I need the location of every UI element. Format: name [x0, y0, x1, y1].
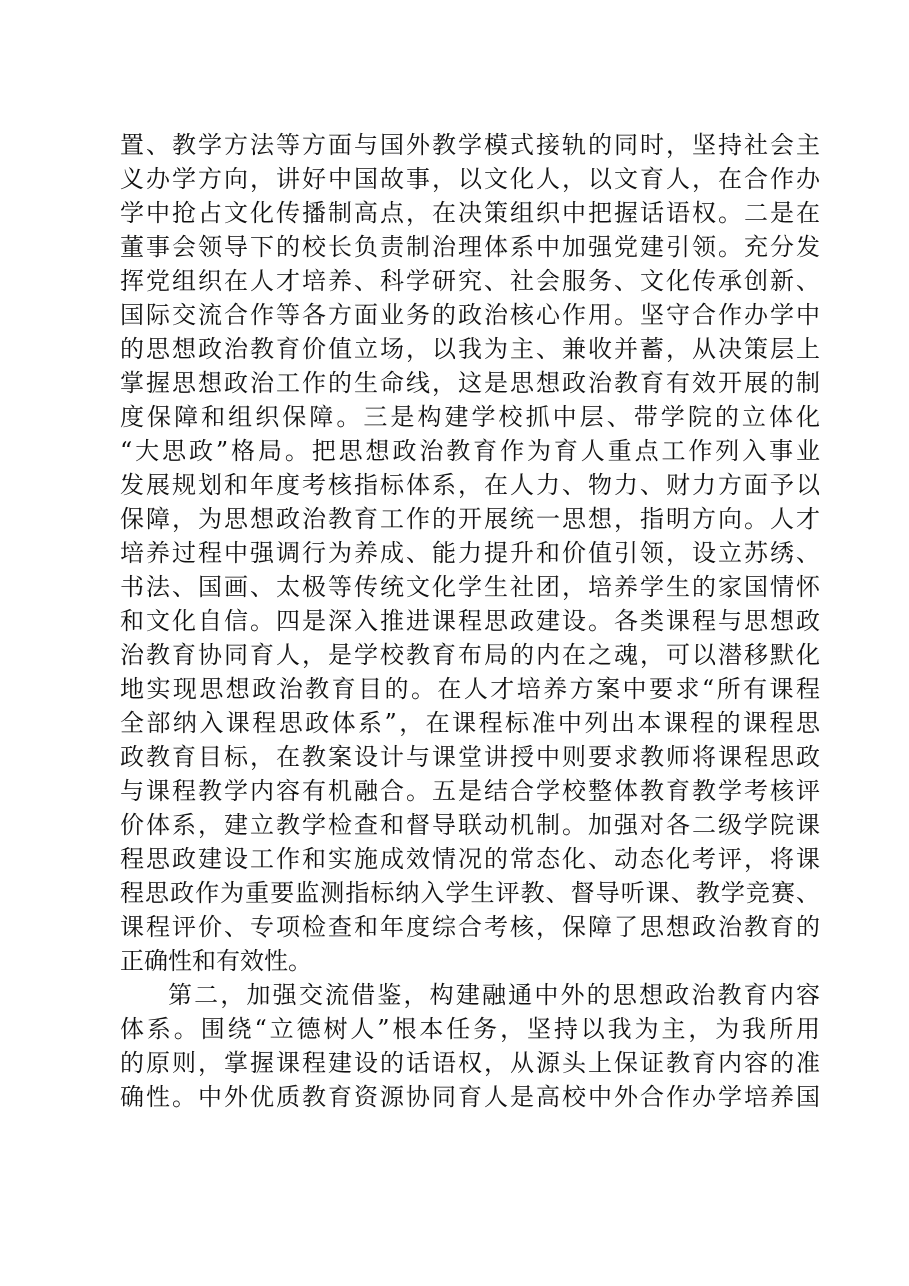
text-line: 与课程教学内容有机融合。五是结合学校整体教育教学考核评 — [120, 777, 820, 805]
text-line: 程思政建设工作和实施成效情况的常态化、动态化考评，将课 — [120, 845, 820, 873]
text-line: 课程评价、专项检查和年度综合考核，保障了思想政治教育的 — [120, 913, 820, 941]
text-line: 书法、国画、太极等传统文化学生社团，培养学生的家国情怀 — [120, 573, 820, 601]
text-line: 程思政作为重要监测指标纳入学生评教、督导听课、教学竞赛、 — [120, 879, 820, 907]
text-line: 发展规划和年度考核指标体系，在人力、物力、财力方面予以 — [120, 471, 820, 499]
text-line: 政教育目标，在教案设计与课堂讲授中则要求教师将课程思政 — [120, 743, 820, 771]
section-paragraph-start: 第二，加强交流借鉴，构建融通中外的思想政治教育内容 — [168, 981, 820, 1009]
text-line: 保障，为思想政治教育工作的开展统一思想，指明方向。人才 — [120, 505, 820, 533]
text-line: 的原则，掌握课程建设的话语权，从源头上保证教育内容的准 — [120, 1049, 820, 1077]
text-line: 挥党组织在人才培养、科学研究、社会服务、文化传承创新、 — [120, 267, 820, 295]
text-line: “大思政”格局。把思想政治教育作为育人重点工作列入事业 — [120, 437, 820, 465]
text-line: 和文化自信。四是深入推进课程思政建设。各类课程与思想政 — [120, 607, 820, 635]
text-line: 体系。围绕“立德树人”根本任务，坚持以我为主，为我所用 — [120, 1015, 820, 1043]
text-line: 价体系，建立教学检查和督导联动机制。加强对各二级学院课 — [120, 811, 820, 839]
text-line: 国际交流合作等各方面业务的政治核心作用。坚守合作办学中 — [120, 301, 820, 329]
text-line: 掌握思想政治工作的生命线，这是思想政治教育有效开展的制 — [120, 369, 820, 397]
text-line: 确性。中外优质教育资源协同育人是高校中外合作办学培养国 — [120, 1083, 820, 1111]
body-text — [120, 128, 820, 1114]
text-line: 度保障和组织保障。三是构建学校抓中层、带学院的立体化 — [120, 403, 820, 431]
text-line: 正确性和有效性。 — [120, 947, 312, 975]
text-line: 置、教学方法等方面与国外教学模式接轨的同时，坚持社会主 — [120, 131, 820, 159]
text-line: 治教育协同育人，是学校教育布局的内在之魂，可以潜移默化 — [120, 641, 820, 669]
text-line: 学中抢占文化传播制高点，在决策组织中把握话语权。二是在 — [120, 199, 820, 227]
text-line: 义办学方向，讲好中国故事，以文化人，以文育人，在合作办 — [120, 165, 820, 193]
text-line: 培养过程中强调行为养成、能力提升和价值引领，设立苏绣、 — [120, 539, 820, 567]
text-line: 董事会领导下的校长负责制治理体系中加强党建引领。充分发 — [120, 233, 820, 261]
text-line: 的思想政治教育价值立场，以我为主、兼收并蓄，从决策层上 — [120, 335, 820, 363]
text-line: 全部纳入课程思政体系”，在课程标准中列出本课程的课程思 — [120, 709, 820, 737]
text-line: 地实现思想政治教育目的。在人才培养方案中要求“所有课程 — [120, 675, 820, 703]
